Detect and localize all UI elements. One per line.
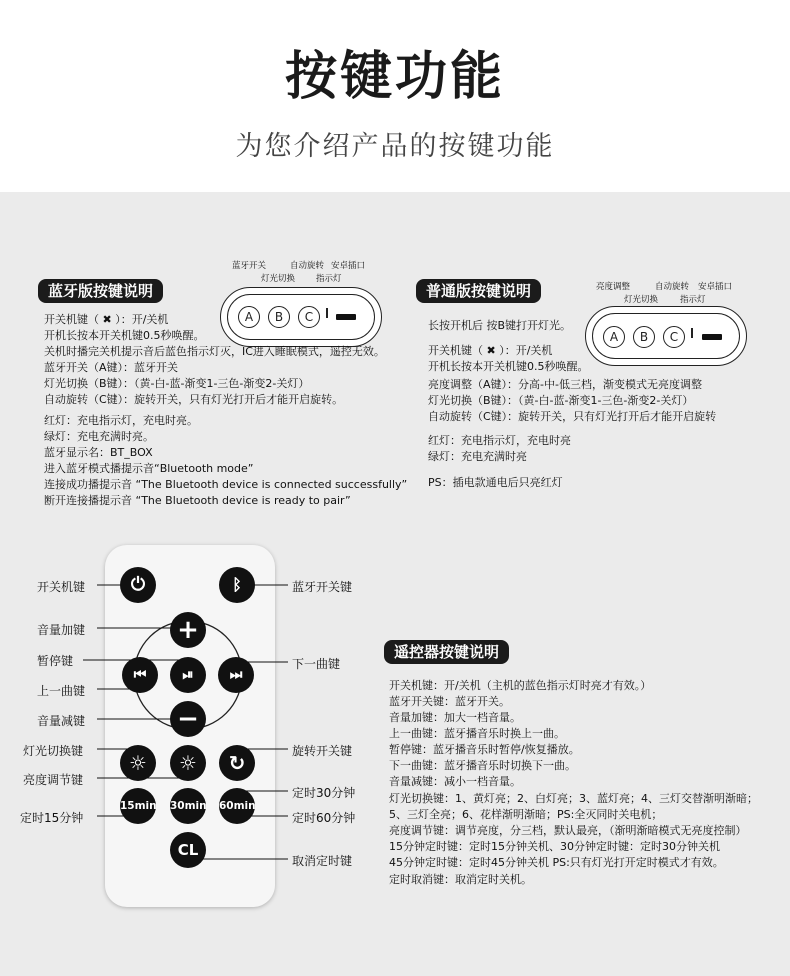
remote-power-button[interactable]: ⏻	[120, 567, 156, 603]
normal-panel-label-light-switch: 灯光切换	[624, 295, 659, 305]
normal-panel-button-a[interactable]: A	[603, 326, 625, 348]
bt-line: 蓝牙开关（A键）：蓝牙开关	[44, 361, 179, 374]
remote-line: 亮度调节键：调节亮度，分三档，默认最亮，（渐明渐暗模式无亮度控制）	[389, 824, 747, 837]
bt-line: 绿灯：充电充满时亮。	[44, 430, 154, 443]
bt-line: 进入蓝牙模式播提示音“Bluetooth mode”	[44, 462, 254, 475]
remote-rotate-button[interactable]: ↻	[219, 745, 255, 781]
remote-label-timer-15: 定时15分钟	[20, 811, 84, 825]
remote-line: 15分钟定时键：定时15分钟关机、30分钟定时键：定时30分钟关机	[389, 840, 720, 853]
remote-label-rotate: 旋转开关键	[292, 744, 353, 758]
bt-panel-button-b[interactable]: B	[268, 306, 290, 328]
bt-line: 开机长按本开关机键0.5秒唤醒。	[44, 329, 205, 342]
bt-panel-label-indicator: 指示灯	[316, 274, 342, 284]
normal-line: PS：插电款通电后只亮红灯	[428, 476, 563, 489]
normal-line: 自动旋转（C键）：旋转开关，只有灯光打开后才能开启旋转	[428, 410, 717, 423]
bt-panel-label-auto-rotate: 自动旋转	[290, 261, 325, 271]
remote-label-prev: 上一曲键	[37, 684, 86, 698]
remote-label-timer-60: 定时60分钟	[292, 811, 356, 825]
bt-line: 灯光切换（B键）：（黄-白-蓝-渐变1-三色-渐变2-关灯）	[44, 377, 310, 390]
remote-volume-up-button[interactable]: +	[170, 612, 206, 648]
remote-line: 5、三灯全亮；6、花样渐明渐暗；PS:全灭同时关电机；	[389, 808, 663, 821]
bt-panel-button-a[interactable]: A	[238, 306, 260, 328]
remote-timer-15-button[interactable]: 15min	[120, 788, 156, 824]
remote-label-volume-down: 音量减键	[37, 714, 86, 728]
remote-volume-down-button[interactable]: −	[170, 701, 206, 737]
normal-line: 开机长按本开关机键0.5秒唤醒。	[428, 360, 589, 373]
bt-section-badge: 蓝牙版按键说明	[38, 279, 163, 303]
normal-panel-label-indicator: 指示灯	[680, 295, 706, 305]
bt-line: 连接成功播提示音 “The Bluetooth device is connected successfully”	[44, 478, 408, 491]
normal-panel-button-b[interactable]: B	[633, 326, 655, 348]
normal-line-top: 长按开机后 按B键打开灯光。	[428, 319, 572, 332]
remote-line: 暂停键：蓝牙播音乐时暂停/恢复播放。	[389, 743, 580, 756]
bt-panel-button-c[interactable]: C	[298, 306, 320, 328]
remote-label-timer-30: 定时30分钟	[292, 786, 356, 800]
remote-line: 音量加键：加大一档音量。	[389, 711, 521, 724]
remote-label-power: 开关机键	[37, 580, 86, 594]
normal-panel-button-c[interactable]: C	[663, 326, 685, 348]
page-subtitle: 为您介绍产品的按键功能	[235, 131, 555, 162]
bt-line: 开关机键（ ✖ ）：开/关机	[44, 313, 169, 326]
page-title: 按键功能	[284, 47, 505, 107]
remote-cancel-timer-button[interactable]: CL	[170, 832, 206, 868]
normal-panel-label-brightness: 亮度调整	[596, 282, 631, 292]
normal-panel-label-auto-rotate: 自动旋转	[655, 282, 690, 292]
remote-label-cancel-timer: 取消定时键	[292, 854, 353, 868]
normal-section-badge: 普通版按键说明	[416, 279, 541, 303]
remote-light-switch-button[interactable]: ☼	[120, 745, 156, 781]
remote-line: 灯光切换键：1、黄灯亮；2、白灯亮；3、蓝灯亮；4、三灯交替渐明渐暗；	[389, 792, 758, 805]
remote-line: 45分钟定时键：定时45分钟关机 PS:只有灯光打开定时模式才有效。	[389, 856, 724, 869]
remote-timer-30-button[interactable]: 30min	[170, 788, 206, 824]
remote-label-next: 下一曲键	[292, 657, 341, 671]
remote-prev-button[interactable]: ⏮	[122, 657, 158, 693]
normal-line: 开关机键（ ✖ ）：开/关机	[428, 344, 553, 357]
remote-line: 上一曲键：蓝牙播音乐时换上一曲。	[389, 727, 565, 740]
remote-play-pause-button[interactable]: ⏯	[170, 657, 206, 693]
normal-line: 红灯：充电指示灯，充电时亮	[428, 434, 571, 447]
remote-section-badge: 遥控器按键说明	[384, 640, 509, 664]
normal-panel-label-android-port: 安卓插口	[698, 282, 733, 292]
remote-line: 下一曲键：蓝牙播音乐时切换下一曲。	[389, 759, 576, 772]
bt-line: 蓝牙显示名：BT_BOX	[44, 446, 153, 459]
bt-line: 红灯：充电指示灯，充电时亮。	[44, 414, 198, 427]
normal-line: 灯光切换（B键）：（黄-白-蓝-渐变1-三色-渐变2-关灯）	[428, 394, 694, 407]
remote-label-pause: 暂停键	[37, 654, 74, 668]
bt-panel-label-android-port: 安卓插口	[331, 261, 366, 271]
remote-timer-60-button[interactable]: 60min	[219, 788, 255, 824]
remote-bluetooth-button[interactable]: ᛒ	[219, 567, 255, 603]
remote-line: 定时取消键：取消定时关机。	[389, 873, 532, 886]
remote-label-volume-up: 音量加键	[37, 623, 86, 637]
bt-panel-label-light-switch: 灯光切换	[261, 274, 296, 284]
bt-line: 关机时播完关机提示音后蓝色指示灯灭，IC进入睡眠模式，遥控无效。	[44, 345, 385, 358]
remote-line: 开关机键：开/关机（主机的蓝色指示灯时亮才有效。）	[389, 679, 652, 692]
normal-line: 绿灯：充电充满时亮	[428, 450, 527, 463]
normal-line: 亮度调整（A键）：分高-中-低三档，渐变模式无亮度调整	[428, 378, 702, 391]
remote-line: 蓝牙开关键：蓝牙开关。	[389, 695, 510, 708]
remote-brightness-button[interactable]: ☼	[170, 745, 206, 781]
bt-line: 自动旋转（C键）：旋转开关，只有灯光打开后才能开启旋转。	[44, 393, 344, 406]
remote-label-brightness: 亮度调节键	[23, 773, 84, 787]
remote-label-light-switch: 灯光切换键	[23, 744, 84, 758]
remote-next-button[interactable]: ⏭	[218, 657, 254, 693]
remote-line: 音量减键：减小一档音量。	[389, 775, 521, 788]
bt-panel-label-bt-switch: 蓝牙开关	[232, 261, 267, 271]
bt-line: 断开连接播提示音 “The Bluetooth device is ready to pair”	[44, 494, 351, 507]
remote-label-bluetooth: 蓝牙开关键	[292, 580, 353, 594]
